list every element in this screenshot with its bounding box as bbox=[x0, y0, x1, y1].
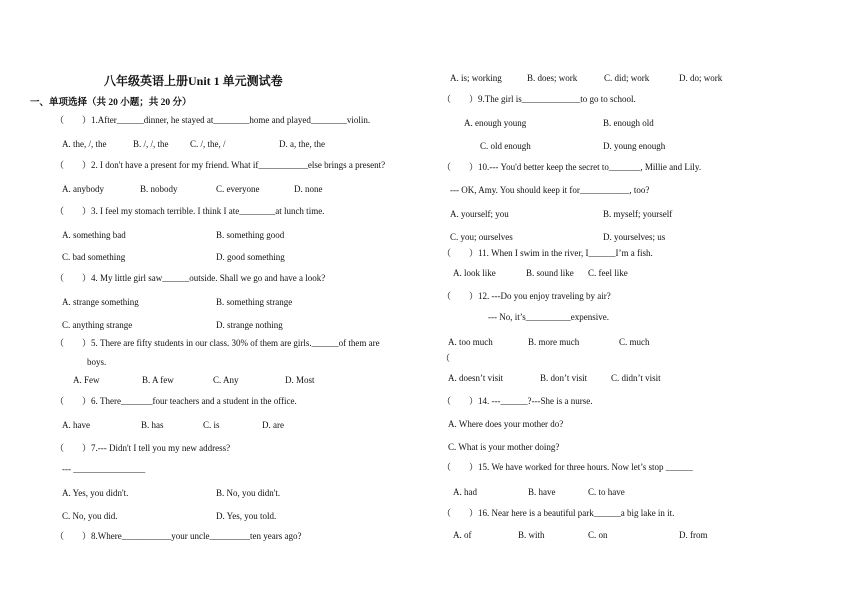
question-12: （ ）12. ---Do you enjoy traveling by air? bbox=[442, 291, 611, 301]
question-5: （ ）5. There are fifty students in our class. 30% of them are girls.______of them are bbox=[55, 338, 380, 348]
q9-option-d: D. young enough bbox=[603, 141, 666, 151]
question-7: （ ）7.--- Didn't I tell you my new address? bbox=[55, 443, 231, 453]
q1-option-b: B. /, /, the bbox=[133, 139, 169, 149]
q10-option-a: A. yourself; you bbox=[450, 209, 509, 219]
q13-option-a: A. doesn’t visit bbox=[448, 373, 504, 383]
q3-option-d: D. good something bbox=[216, 252, 285, 262]
q12-option-b: B. more much bbox=[528, 337, 580, 347]
q1-option-d: D. a, the, the bbox=[279, 139, 325, 149]
q1-option-c: C. /, the, / bbox=[190, 139, 226, 149]
q3-option-a: A. something bad bbox=[62, 230, 126, 240]
q11-option-c: C. feel like bbox=[588, 268, 628, 278]
q8-option-b: B. does; work bbox=[527, 73, 578, 83]
q13-option-c: C. didn’t visit bbox=[611, 373, 661, 383]
q2-option-d: D. none bbox=[294, 184, 323, 194]
q2-option-c: C. everyone bbox=[216, 184, 260, 194]
question-5-continued: boys. bbox=[87, 357, 107, 367]
q9-option-a: A. enough young bbox=[464, 118, 527, 128]
question-3: （ ）3. I feel my stomach terrible. I think I ate________at lunch time. bbox=[55, 206, 325, 216]
q15-option-c: C. to have bbox=[588, 487, 625, 497]
q12-option-a: A. too much bbox=[448, 337, 493, 347]
question-9: （ ）9.The girl is_____________to go to school. bbox=[442, 94, 636, 104]
q6-option-a: A. have bbox=[62, 420, 90, 430]
question-10: （ ）10.--- You'd better keep the secret to_______, Millie and Lily. bbox=[442, 162, 702, 172]
q14-option-c: C. What is your mother doing? bbox=[448, 442, 560, 452]
q8-option-d: D. do; work bbox=[679, 73, 723, 83]
q15-option-a: A. had bbox=[453, 487, 477, 497]
section-heading: 一、单项选择（共 20 小题；共 20 分） bbox=[30, 98, 192, 108]
page-title: 八年级英语上册Unit 1 单元测试卷 bbox=[104, 74, 283, 88]
question-4: （ ）4. My little girl saw______outside. Shall we go and have a look? bbox=[55, 273, 326, 283]
q5-option-d: D. Most bbox=[285, 375, 315, 385]
q4-option-a: A. strange something bbox=[62, 297, 139, 307]
question-15: （ ）15. We have worked for three hours. Now let’s stop ______ bbox=[442, 462, 693, 472]
question-2: （ ）2. I don't have a present for my friend. What if___________else brings a present? bbox=[55, 160, 386, 170]
q2-option-b: B. nobody bbox=[140, 184, 178, 194]
q4-option-b: B. something strange bbox=[216, 297, 293, 307]
q7-option-a: A. Yes, you didn't. bbox=[62, 488, 129, 498]
question-7-reply: --- ________________ bbox=[62, 464, 146, 474]
question-6: （ ）6. There_______four teachers and a student in the office. bbox=[55, 396, 297, 406]
q15-option-b: B. have bbox=[528, 487, 556, 497]
q7-option-c: C. No, you did. bbox=[62, 511, 118, 521]
q16-option-d: D. from bbox=[679, 530, 708, 540]
q12-option-c: C. much bbox=[619, 337, 650, 347]
q10-option-b: B. myself; yourself bbox=[603, 209, 673, 219]
q5-option-b: B. A few bbox=[142, 375, 174, 385]
q14-option-a: A. Where does your mother do? bbox=[448, 419, 564, 429]
q7-option-b: B. No, you didn't. bbox=[216, 488, 281, 498]
q11-option-b: B. sound like bbox=[526, 268, 574, 278]
q6-option-c: C. is bbox=[203, 420, 220, 430]
q16-option-c: C. on bbox=[588, 530, 608, 540]
q16-option-a: A. of bbox=[453, 530, 472, 540]
question-8: （ ）8.Where___________your uncle_________ten years ago? bbox=[55, 531, 302, 541]
question-16: （ ）16. Near here is a beautiful park______a big lake in it. bbox=[442, 508, 675, 518]
q7-option-d: D. Yes, you told. bbox=[216, 511, 277, 521]
q10-option-d: D. yourselves; us bbox=[603, 232, 666, 242]
q8-option-c: C. did; work bbox=[604, 73, 650, 83]
q9-option-b: B. enough old bbox=[603, 118, 654, 128]
q5-option-c: C. Any bbox=[213, 375, 239, 385]
q4-option-d: D. strange nothing bbox=[216, 320, 283, 330]
q8-option-a: A. is; working bbox=[450, 73, 502, 83]
q16-option-b: B. with bbox=[518, 530, 545, 540]
q6-option-b: B. has bbox=[141, 420, 164, 430]
q6-option-d: D. are bbox=[262, 420, 284, 430]
question-10-reply: --- OK, Amy. You should keep it for___________, too? bbox=[450, 185, 650, 195]
q9-option-c: C. old enough bbox=[480, 141, 531, 151]
question-12-reply: --- No, it’s__________expensive. bbox=[488, 312, 609, 322]
q13-option-b: B. don’t visit bbox=[540, 373, 588, 383]
q3-option-b: B. something good bbox=[216, 230, 285, 240]
q2-option-a: A. anybody bbox=[62, 184, 104, 194]
question-11: （ ）11. When I swim in the river, I______I’m a fish. bbox=[442, 248, 653, 258]
q1-option-a: A. the, /, the bbox=[62, 139, 107, 149]
question-1: （ ）1.After______dinner, he stayed at________home and played________violin. bbox=[55, 115, 371, 125]
q5-option-a: A. Few bbox=[73, 375, 100, 385]
q10-option-c: C. you; ourselves bbox=[450, 232, 513, 242]
question-13-paren: （ bbox=[441, 353, 451, 363]
q11-option-a: A. look like bbox=[453, 268, 496, 278]
question-14: （ ）14. ---______?---She is a nurse. bbox=[442, 396, 593, 406]
q4-option-c: C. anything strange bbox=[62, 320, 133, 330]
q3-option-c: C. bad something bbox=[62, 252, 126, 262]
